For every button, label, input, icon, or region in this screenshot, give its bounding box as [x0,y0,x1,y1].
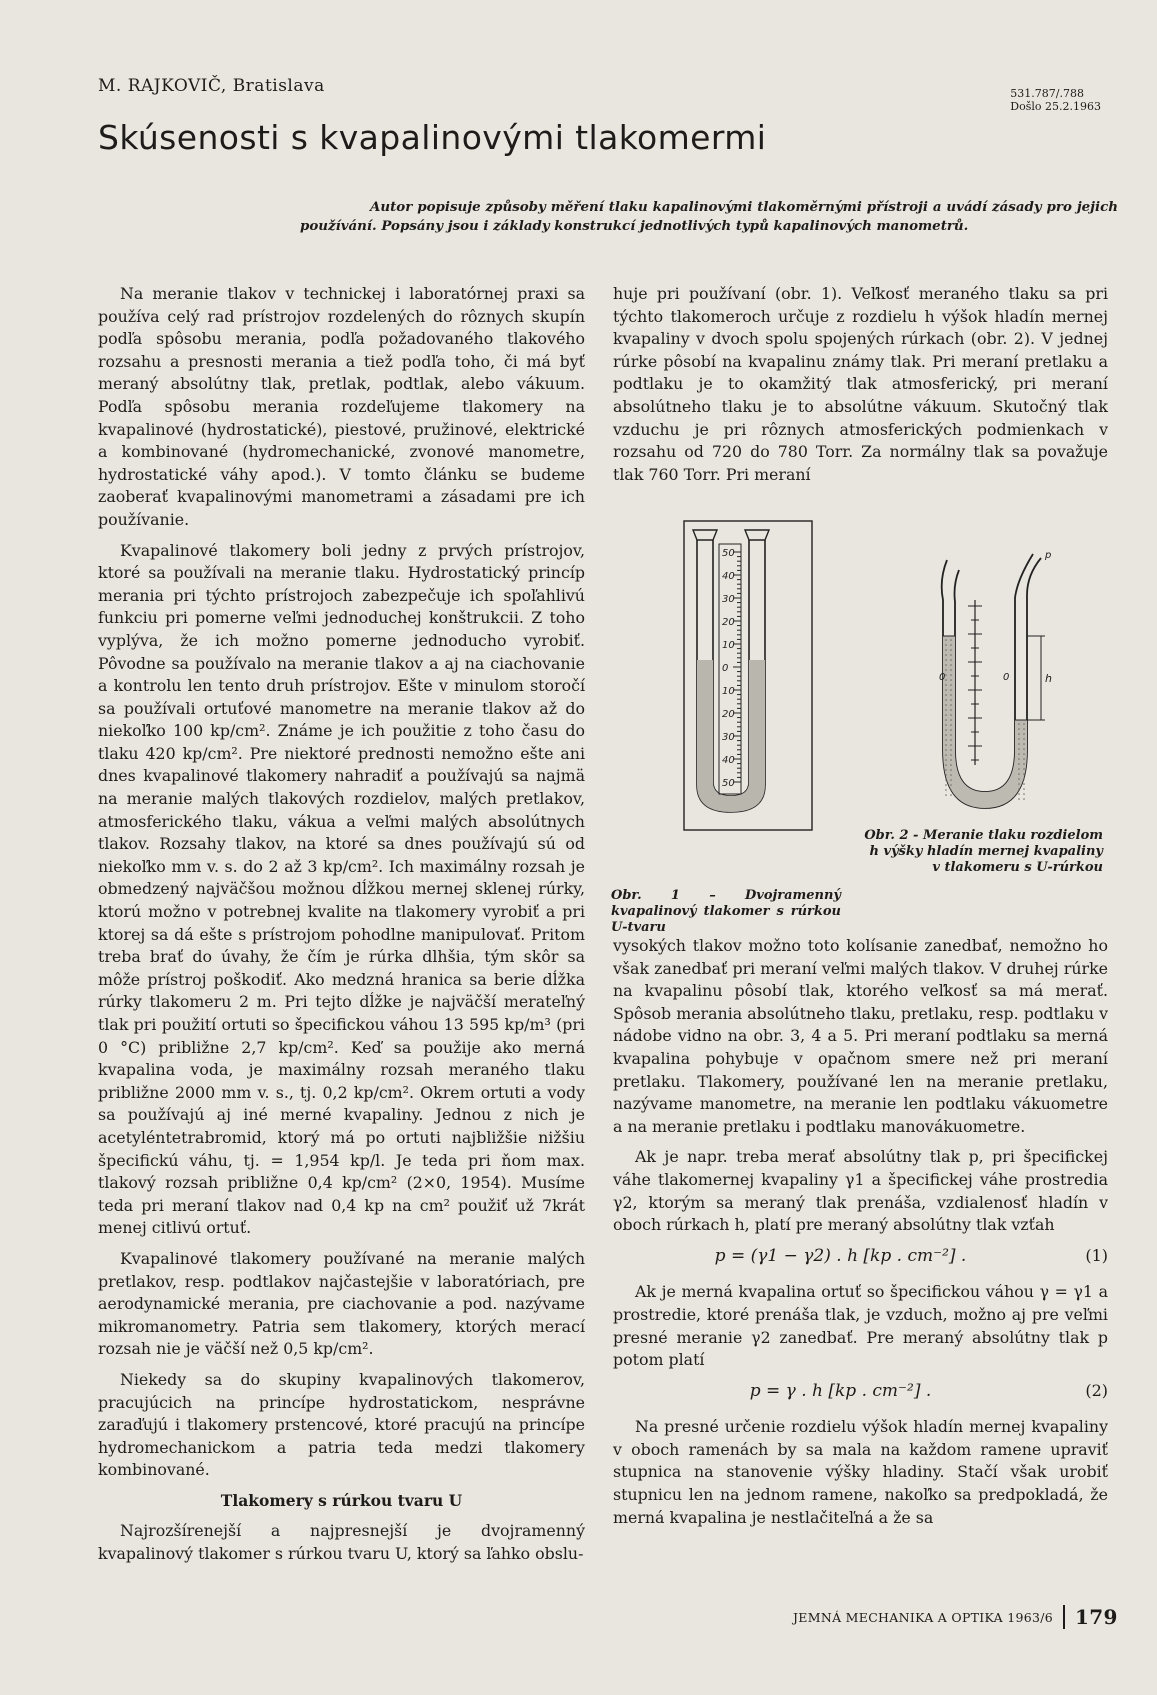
figure-2-height-difference [937,540,1057,820]
liquid-dot [1023,723,1025,725]
liquid-dot [945,689,947,691]
liquid-dot [950,639,952,641]
author-line: M. RAJKOVIČ, Bratislava [98,76,325,96]
equation-1 [613,1245,1108,1268]
liquid-dot [950,754,952,756]
udc-block [1010,87,1101,113]
liquid-dot [950,769,952,771]
paragraph: Na presné určenie rozdielu výšok hladín mernej kvapaliny v oboch ramenách by sa mala na každom ramene upraviť stupnica na stanovenie výšky hladiny. Stačí však urobiť stupnicu len na jednom ramene, nakoľko sa predpokladá, že merná kvapalina je nestlačiteľná a že sa [613,1417,1108,1527]
liquid-dot [950,779,952,781]
liquid-dot [1018,763,1020,765]
liquid-dot [945,744,947,746]
paragraph: Niekedy sa do skupiny kvapalinových tlakomerov, pracujúcich na princípe hydrostatickom, nesprávne zaraďujú i tlakomery prstencové, ktoré pracujú na princípe hydromechanickom a patria teda medzi tlakomery kombinované. [98,1369,585,1480]
page-footer [793,1605,1118,1629]
liquid-dot [945,729,947,731]
liquid-dot [945,704,947,706]
liquid-dot [1018,778,1020,780]
paragraph: huje pri používaní (obr. 1). Veľkosť meraného tlaku sa pri týchto tlakomeroch určuje z rozdielu h výšok hladín mernej kvapaliny v dvoch spolu spojených rúrkach (obr. 2). V jednej rúrke pôsobí na kvapalinu známy tlak. Pri meraní pretlaku a podtlaku je to okamžitý tlak atmosferický, pri meraní absolútneho tlaku je to absolútne vákuum. Skutočný tlak vzduchu je pri rôznych atmosferických podmienkach v rozsahu od 720 do 780 Torr. Za normálny tlak sa považuje tlak 760 Torr. Pri meraní [613,284,1108,484]
liquid-dot [950,749,952,751]
scale-label: 20 [722,617,735,628]
article-title: Skúsenosti s kvapalinovými tlakomermi [98,118,767,157]
liquid-dot [1018,748,1020,750]
liquid-dot [1018,788,1020,790]
paragraph: vysokých tlakov možno toto kolísanie zanedbať, nemožno ho však zanedbať pri meraní veľmi malých tlakov. V druhej rúrke na kvapalinu pôsobí tlak, ktorého veľkosť sa má merať. Spôsob merania absolútneho tlaku, pretlaku, resp. podtlaku v nádobe vidno na obr. 3, 4 a 5. Pri meraní podtlaku sa merná kvapalina pohybuje v opačnom smere než pri meraní pretlaku. Tlakomery, používané len na meranie pretlaku, nazývame manometre, na meranie len podtlaku vákuometre a na meranie pretlaku i podtlaku manovákuometre. [613,936,1108,1136]
liquid-dot [950,739,952,741]
liquid-dot [1023,733,1025,735]
liquid-dot [945,699,947,701]
liquid-dot [945,789,947,791]
liquid-dot [1023,753,1025,755]
liquid-dot [950,764,952,766]
liquid-dot [945,794,947,796]
liquid-dot [950,714,952,716]
liquid-dot [945,769,947,771]
liquid-dot [950,789,952,791]
equation-2-number: (2) [1085,1380,1108,1400]
abstract: Autor popisuje způsoby měření tlaku kapalinovými tlakoměrnými přístroji a uvádí zásady pro jejich používání. Popsány jsou i základy konstrukcí jednotlivých typů kapalinových manometrů. [300,199,1118,234]
liquid-dot [950,684,952,686]
liquid-dot [1023,728,1025,730]
liquid-dot [945,779,947,781]
right-column-top [613,283,1108,494]
liquid-dot [945,649,947,651]
equation-2 [613,1380,1108,1403]
liquid-dot [1023,758,1025,760]
liquid-dot [950,644,952,646]
paragraph: Ak je napr. treba merať absolútny tlak p, pri špecifickej váhe tlakomernej kvapaliny γ1 a špecifickej váhe prostredia γ2, ktorým sa meraný tlak prenáša, vzdialenosť hladín v oboch rúrkach h, platí pre meraný absolútny tlak vzťah [613,1147,1108,1235]
liquid-dot [1018,753,1020,755]
liquid-dot [1018,738,1020,740]
liquid-dot [945,654,947,656]
liquid-dot [945,754,947,756]
liquid-dot [950,729,952,731]
liquid-dot [950,704,952,706]
liquid-dot [950,784,952,786]
liquid-dot [945,734,947,736]
height-label: h [1045,672,1052,685]
liquid-dot [1018,783,1020,785]
liquid-dot [945,714,947,716]
liquid-dot [945,764,947,766]
liquid-dot [945,664,947,666]
liquid-dot [1018,793,1020,795]
scale-label: 10 [722,640,735,651]
liquid-dot [945,749,947,751]
liquid-dot [1023,798,1025,800]
liquid-dot [950,724,952,726]
scale-label: 30 [722,594,735,605]
paragraph: Kvapalinové tlakomery používané na meranie malých pretlakov, resp. podtlakov najčastejšie v laboratóriach, pre aerodynamické merania, pre ciachovanie a pod. nazývame mikromanometry. Patria sem tlakomery, ktorých merací rozsah nie je väčší než 0,5 kp/cm². [98,1248,585,1359]
paragraph: Ak je merná kvapalina ortuť so špecifickou váhou γ = γ1 a prostredie, ktoré prenáša tlak, je vzduch, možno aj pre veľmi presné meranie γ2 zanedbať. Pre meraný absolútny tlak p potom platí [613,1282,1108,1370]
liquid-dot [1023,768,1025,770]
liquid-dot [945,784,947,786]
scale-label: 50 [722,778,735,789]
liquid-dot [950,679,952,681]
paragraph: Na meranie tlakov v technickej i laboratórnej praxi sa používa celý rad prístrojov rozdelených do rôznych skupín podľa spôsobu merania, podľa požadovaného tlakového rozsahu a presnosti merania a tiež podľa toho, či má byť meraný absolútny tlak, pretlak, podtlak, alebo vákuum. Podľa spôsobu merania rozdeľujeme tlakomery na kvapalinové (hydrostatické), piestové, pružinové, elektrické a kombinované (hydromechanické, zvonové manometre, hydrostatické váhy apod.). V tomto článku se budeme zaoberať kvapalinovými manometrami a zásadami pre ich používanie. [98,284,585,529]
liquid-dot [1023,748,1025,750]
liquid-dot [1018,798,1020,800]
liquid-dot [950,719,952,721]
liquid-dot [950,734,952,736]
liquid-dot [945,669,947,671]
liquid-dot [945,674,947,676]
liquid-dot [1018,723,1020,725]
liquid-dot [945,774,947,776]
liquid-dot [950,759,952,761]
liquid-dot [950,699,952,701]
liquid-dot [950,709,952,711]
liquid-dot [945,644,947,646]
liquid-dot [945,759,947,761]
section-heading: Tlakomery s rúrkou tvaru U [220,1490,463,1510]
journal-name: JEMNÁ MECHANIKA A OPTIKA 1963/6 [793,1609,1054,1625]
page-number: 179 [1075,1605,1118,1629]
scale-label: 20 [722,709,735,720]
scale-label: 10 [722,686,735,697]
liquid-dot [1018,768,1020,770]
liquid-dot [945,684,947,686]
liquid-dot [1023,763,1025,765]
scale-label: 50 [722,548,735,559]
figure-1-u-tube-manometer [683,520,813,832]
liquid-dot [945,719,947,721]
liquid-dot [1023,743,1025,745]
liquid-dot [950,774,952,776]
liquid-dot [1023,793,1025,795]
liquid-dot [1018,728,1020,730]
received-date: Došlo 25.2.1963 [1010,100,1101,113]
liquid-dot [945,639,947,641]
scale-label: 30 [722,732,735,743]
liquid-dot [1023,738,1025,740]
liquid-dot [1023,783,1025,785]
figure-1-caption: Obr. 1 – Dvojramenný kvapalinový tlakomer s rúrkou U-tvaru [611,888,841,935]
liquid-dot [950,744,952,746]
left-column [98,283,585,1574]
liquid-dot [950,664,952,666]
udc-code: 531.787/.788 [1010,87,1084,100]
liquid-dot [945,724,947,726]
paragraph: Najrozšírenejší a najpresnejší je dvojramenný kvapalinový tlakomer s rúrkou tvaru U, ktorý sa ľahko obslu- [98,1521,585,1564]
liquid-dot [945,659,947,661]
liquid-dot [950,654,952,656]
liquid-dot [945,739,947,741]
footer-divider [1063,1605,1065,1629]
liquid-dot [950,659,952,661]
liquid-dot [950,669,952,671]
paragraph: Kvapalinové tlakomery boli jedny z prvých prístrojov, ktoré sa používali na meranie tlaku. Hydrostatický princíp merania pri týchto prístrojoch zabezpečuje ich spoľahlivú funkciu pri pomerne veľmi jednoduchej konštrukcii. Z toho vyplýva, že ich možno pomerne jednoducho vyrobiť. Pôvodne sa používalo na meranie tlakov a aj na ciachovanie a kontrolu len tento druh prístrojov. Ešte v minulom storočí sa používali ortuťové manometre na meranie tlakov až do niekoľko 100 kp/cm². Známe je ich použitie z toho času do tlaku 420 kp/cm². Pre niektoré prednosti nemožno ešte ani dnes kvapalinové tlakomery nahradiť a používajú sa najmä na meranie malých tlakových rozdielov, malých pretlakov, atmosferického tlaku, vákua a veľmi malých absolútnych tlakov. Rozsahy tlakov, na ktoré sa dnes používajú sú od niekoľko mm v. s. do 2 až 3 kp/cm². Ich maximálny rozsah je obmedzený najväčšou možnou dĺžkou mernej sklenej rúrky, ktorú možno v potrebnej kvalite na tlakomery vyrobiť a pri ktorej sa dá ešte s prístrojom pohodlne manipulovať. Pritom treba brať do úvahy, že čím je rúrka dlhšia, tým skôr sa môže prístroj poškodiť. Ako medzná hranica sa berie dĺžka rúrky tlakomeru 2 m. Pri tejto dĺžke je najväčší merateľný tlak pri použití ortuti so špecifickou váhou 13 595 kp/m³ (pri 0 °C) približne 2,7 kp/cm². Keď sa použije ako merná kvapalina voda, je maximálny rozsah meraného tlaku približne 2000 mm v. s., tj. 0,2 kp/cm². Okrem ortuti a vody sa používajú aj iné merné kvapaliny. Jednou z nich je acetyléntetrabromid, ktorý má po ortuti najbližšie nižšiu špecifickú váhu, tj. = 1,954 kp/l. Je teda pri ňom max. tlakový rozsah približne 0,4 kp/cm² (2×0, 1954). Musíme teda pri meraní tlakov nad 0,4 kp na cm² použiť už 7krát menej citlivú ortuť. [98,540,585,1238]
scale-label: 40 [722,571,735,582]
liquid-dot [950,689,952,691]
liquid-dot [950,674,952,676]
liquid-dot [950,794,952,796]
liquid-dot [1018,758,1020,760]
equation-1-number: (1) [1085,1245,1108,1265]
liquid-dot [1023,773,1025,775]
liquid-dot [1018,733,1020,735]
liquid-dot [1018,743,1020,745]
liquid-dot [950,694,952,696]
liquid-dot [945,709,947,711]
liquid-dot [950,649,952,651]
zero-label-right: 0 [1003,672,1010,683]
equation-1-body: p = (γ1 − γ2) . h [kp . cm⁻²] . [714,1245,967,1266]
scale-label: 40 [722,755,735,766]
liquid-dot [945,694,947,696]
zero-label-left: 0 [939,672,946,683]
right-column-bottom [613,935,1108,1537]
pressure-label: p [1045,550,1052,561]
liquid-dot [1023,788,1025,790]
figure-2-caption: Obr. 2 - Meranie tlaku rozdielom h výšky hladín mernej kvapaliny v tlakomeru s U-rúrkou [864,828,1103,875]
liquid-dot [1018,773,1020,775]
liquid-dot [1023,778,1025,780]
equation-2-body: p = γ . h [kp . cm⁻²] . [749,1380,932,1401]
scale-label: 0 [722,663,729,674]
liquid-dot [945,679,947,681]
